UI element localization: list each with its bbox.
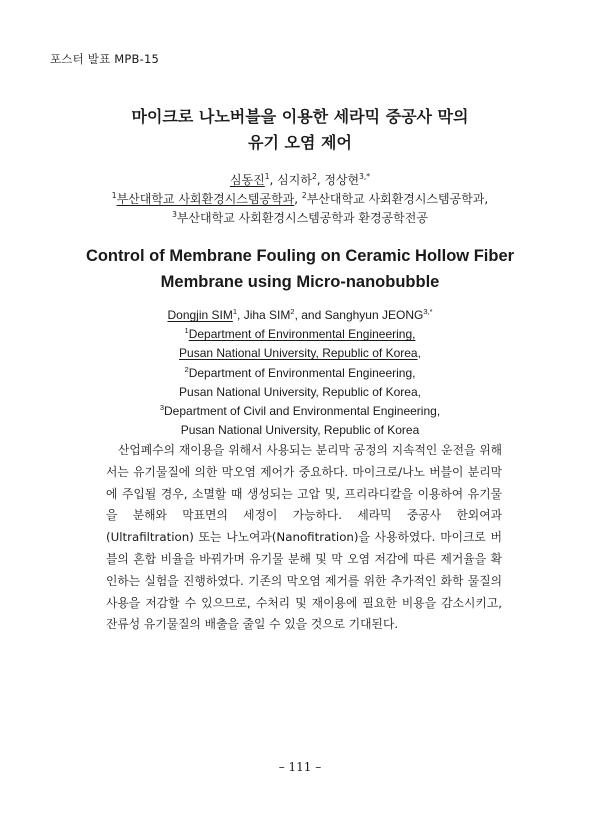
separator: , bbox=[269, 173, 278, 187]
english-affiliation-2-dept: Department of Environmental Engineering, bbox=[188, 365, 416, 380]
korean-aff-2-sup: 2 bbox=[301, 191, 307, 200]
korean-aff-1-sup: 1 bbox=[111, 191, 117, 200]
english-aff-1-sup: 1 bbox=[184, 326, 189, 336]
english-author-3-sup: 3,* bbox=[423, 307, 433, 316]
english-aff-3-sup: 3 bbox=[159, 403, 164, 413]
korean-author-3: 정상현 bbox=[324, 173, 360, 187]
korean-affiliation-line-1 bbox=[0, 190, 600, 209]
english-author-1-sup: 1 bbox=[232, 307, 238, 316]
english-author-3: Sanghyun JEONG bbox=[324, 308, 424, 322]
separator: , bbox=[237, 308, 244, 322]
korean-author-list bbox=[0, 171, 600, 190]
english-title bbox=[0, 243, 600, 295]
korean-affiliation-2: 부산대학교 사회환경시스템공학과, bbox=[306, 192, 489, 206]
english-author-1: Dongjin SIM bbox=[167, 308, 233, 322]
english-author-block bbox=[0, 306, 600, 440]
korean-title-line-2: 유기 오염 제어 bbox=[248, 133, 352, 152]
english-title-line-2: Membrane using Micro-nanobubble bbox=[160, 273, 440, 291]
separator: , bbox=[294, 192, 302, 206]
korean-title-line-1: 마이크로 나노버블을 이용한 세라믹 중공사 막의 bbox=[131, 107, 469, 126]
english-affiliation-1-dept: Department of Environmental Engineering, bbox=[188, 327, 416, 342]
korean-title bbox=[0, 104, 600, 156]
separator: , bbox=[316, 173, 325, 187]
english-author-2: Jiha SIM bbox=[243, 308, 291, 322]
abstract bbox=[106, 440, 502, 636]
english-affiliation-1-line-1 bbox=[0, 325, 600, 344]
english-author-list bbox=[0, 306, 600, 325]
english-affiliation-3-dept: Department of Civil and Environmental Engineering, bbox=[164, 404, 441, 419]
korean-affiliation-1: 부산대학교 사회환경시스템공학과 bbox=[116, 192, 295, 206]
english-affiliation-3-line-1 bbox=[0, 402, 600, 421]
separator: , bbox=[417, 346, 421, 361]
english-affiliation-1-line-2 bbox=[0, 344, 600, 363]
korean-author-1: 심동진 bbox=[229, 173, 265, 187]
session-tag: 포스터 발표 MPB-15 bbox=[50, 52, 159, 66]
english-author-2-sup: 2 bbox=[290, 307, 295, 316]
english-affiliation-1-univ: Pusan National University, Republic of Korea bbox=[179, 346, 418, 361]
page-number: – 111 – bbox=[278, 760, 322, 774]
korean-author-block bbox=[0, 171, 600, 228]
korean-author-1-sup: 1 bbox=[264, 172, 270, 181]
english-affiliation-2-line-1 bbox=[0, 364, 600, 383]
abstract-paragraph: 산업폐수의 재이용을 위해서 사용되는 분리막 공정의 지속적인 운전을 위해서는 유기물질에 의한 막오염 제어가 중요하다. 마이크로/나노 버블이 분리막에 주입될 경우, 소멸할 때 생성되는 고압 및, 프리라디칼을 이용하여 유기물을 분해와 막표면의 세정이 가능하다. 세라믹 중공사 한외여과(Ultrafiltration) 또는 나노여과(Nanofitration)을 사용하였다. 마이크로 버블의 혼합 비율을 바꿔가며 유기물 분해 및 막 오염 저감에 따른 제거율을 확인하는 실험을 진행하였다. 기존의 막오염 제거를 위한 추가적인 화학 물질의 사용을 저감할 수 있으므로, 수처리 및 재이용에 필요한 비용을 감소시키고, 잔류성 유기물질의 배출을 줄일 수 있을 것으로 기대된다. bbox=[106, 443, 502, 632]
korean-affiliation-3: 부산대학교 사회환경시스템공학과 환경공학전공 bbox=[176, 211, 428, 225]
korean-affiliation-line-2 bbox=[0, 209, 600, 228]
korean-author-2: 심지하 bbox=[277, 173, 312, 187]
korean-author-2-sup: 2 bbox=[311, 172, 317, 181]
english-affiliation-2-line-2: Pusan National University, Republic of Korea, bbox=[179, 384, 421, 399]
english-affiliation-3-line-2: Pusan National University, Republic of Korea bbox=[180, 423, 420, 438]
english-aff-2-sup: 2 bbox=[184, 364, 189, 374]
separator: , and bbox=[294, 308, 325, 322]
english-title-line-1: Control of Membrane Fouling on Ceramic Hollow Fiber bbox=[85, 247, 515, 265]
korean-author-3-sup: 3,* bbox=[359, 172, 371, 181]
korean-aff-3-sup: 3 bbox=[172, 210, 177, 219]
